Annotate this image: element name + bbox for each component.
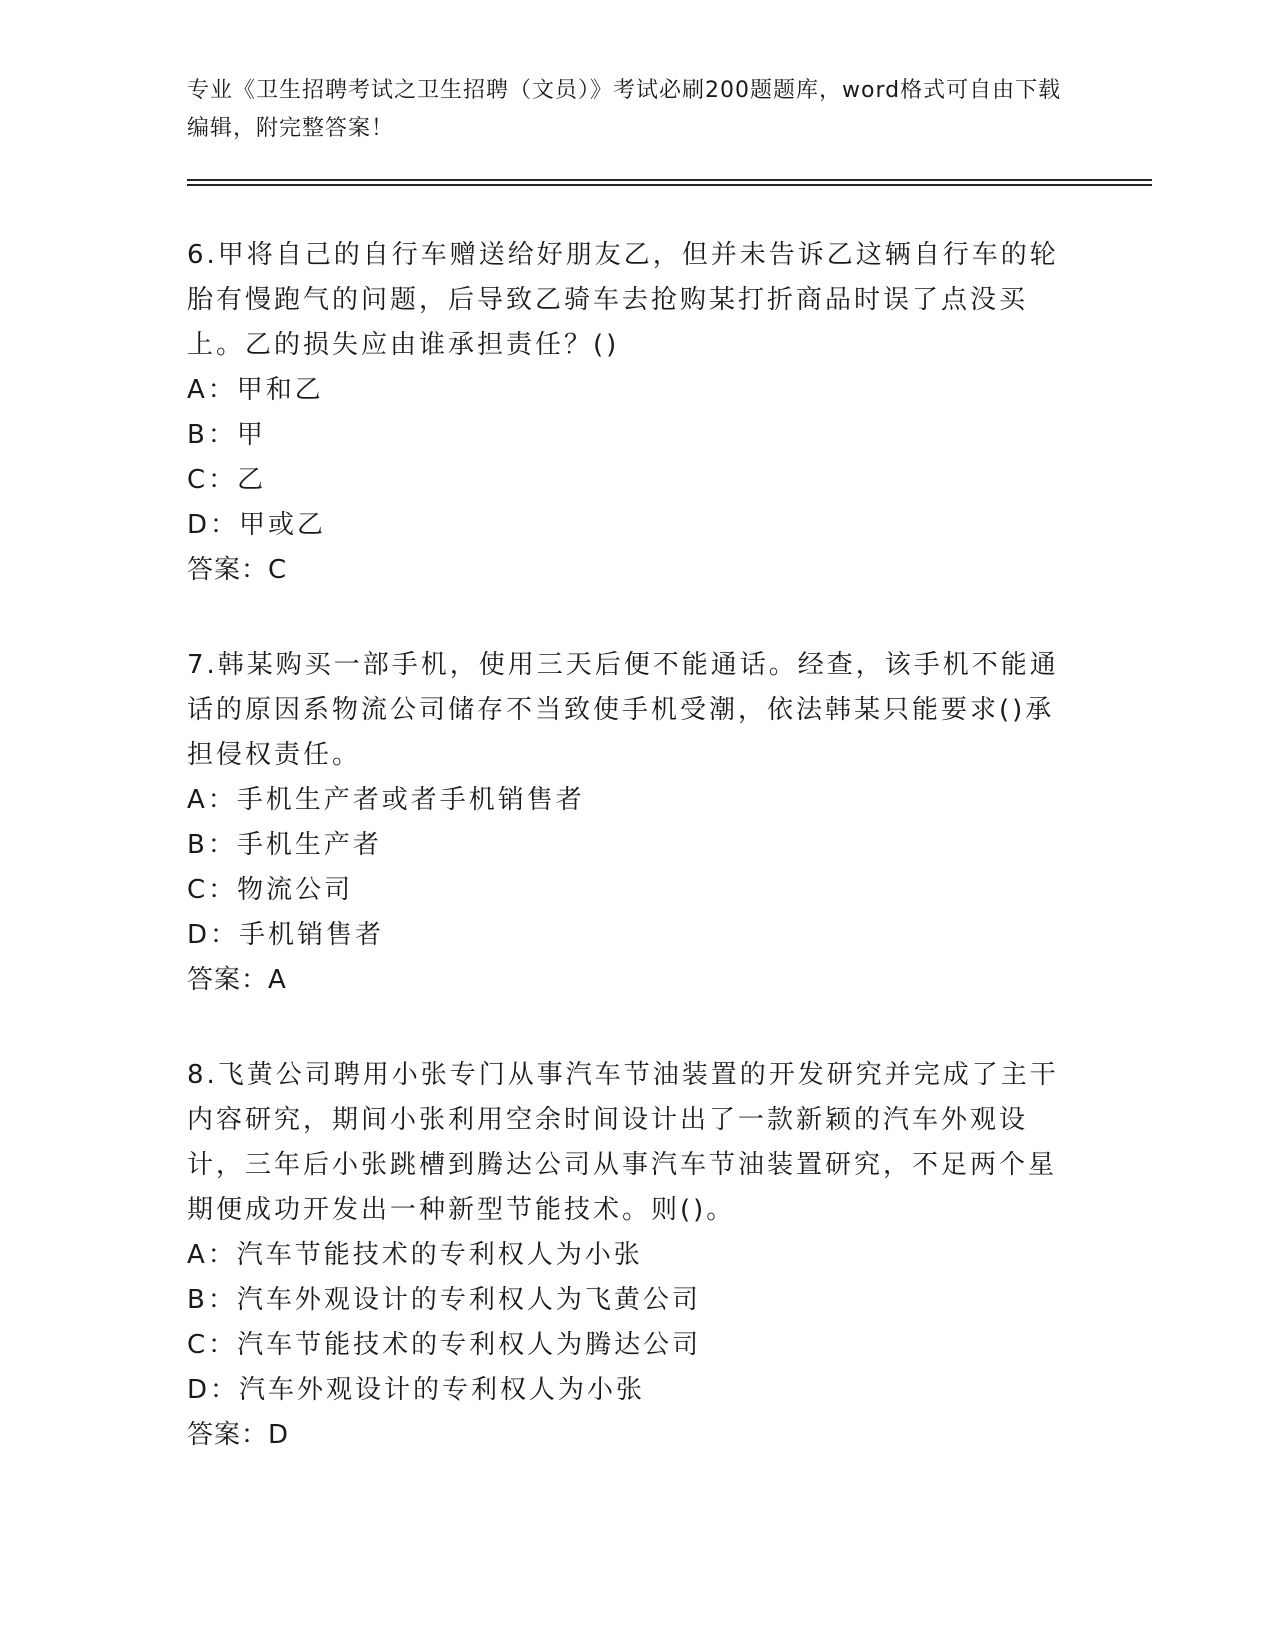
question-stem: 7.韩某购买一部手机，使用三天后便不能通话。经查，该手机不能通话的原因系物流公司储存不当致使手机受潮，依法韩某只能要求()承担侵权责任。 — [187, 650, 1059, 770]
option-c: C：物流公司 — [187, 875, 354, 905]
question-stem: 8.飞黄公司聘用小张专门从事汽车节油装置的开发研究并完成了主干内容研究，期间小张利用空余时间设计出了一款新颖的汽车外观设计，三年后小张跳槽到腾达公司从事汽车节油装置研究，不足两个星期便成功开发出一种新型节能技术。则()。 — [187, 1060, 1059, 1225]
option-a: A：甲和乙 — [187, 375, 324, 405]
option-c: C：乙 — [187, 465, 267, 495]
option-c: C：汽车节能技术的专利权人为腾达公司 — [187, 1330, 702, 1360]
question-6 — [187, 233, 1067, 593]
option-d: D：甲或乙 — [187, 510, 327, 540]
option-d: D：汽车外观设计的专利权人为小张 — [187, 1375, 646, 1405]
option-a: A：手机生产者或者手机销售者 — [187, 785, 585, 815]
question-8 — [187, 1053, 1067, 1458]
option-d: D：手机销售者 — [187, 920, 385, 950]
answer: 答案：D — [187, 1420, 290, 1450]
option-b: B：汽车外观设计的专利权人为飞黄公司 — [187, 1285, 701, 1315]
option-a: A：汽车节能技术的专利权人为小张 — [187, 1240, 643, 1270]
option-b: B：手机生产者 — [187, 830, 382, 860]
option-b: B：甲 — [187, 420, 266, 450]
answer: 答案：A — [187, 965, 287, 995]
answer: 答案：C — [187, 555, 288, 585]
document-header: 专业《卫生招聘考试之卫生招聘（文员）》考试必刷200题题库，word格式可自由下载编辑，附完整答案！ — [187, 78, 1062, 141]
question-7 — [187, 643, 1067, 1003]
question-stem: 6.甲将自己的自行车赠送给好朋友乙，但并未告诉乙这辆自行车的轮胎有慢跑气的问题，后导致乙骑车去抢购某打折商品时误了点没买上。乙的损失应由谁承担责任？() — [187, 240, 1059, 360]
header-divider-bottom — [187, 184, 1152, 186]
header-divider-top — [187, 179, 1152, 181]
